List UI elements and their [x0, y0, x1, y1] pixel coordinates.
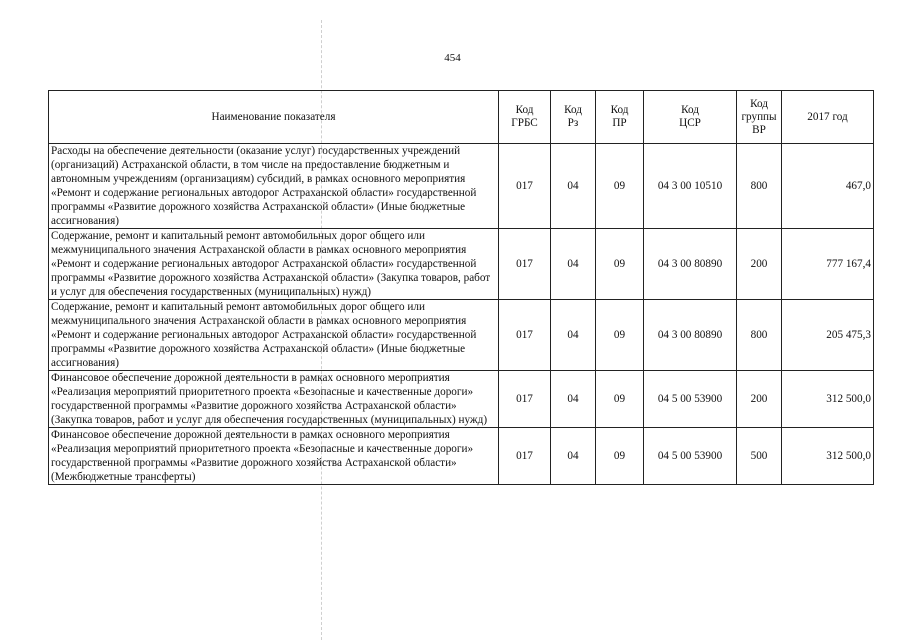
header-pr-line2: ПР	[612, 117, 627, 129]
budget-table	[48, 90, 874, 485]
row-grbs: 017	[499, 144, 551, 229]
table-row	[49, 144, 874, 229]
header-csr-line1: Код	[681, 104, 699, 116]
row-name: Финансовое обеспечение дорожной деятельности в рамках основного мероприятия «Реализация мероприятий приоритетного проекта «Безопасные и качественные дороги» государственной программы «Развитие дорожного хозяйства Астраханской области» (Межбюджетные трансферты)	[49, 428, 499, 485]
row-pr: 09	[596, 144, 644, 229]
header-csr-line2: ЦСР	[679, 117, 701, 129]
header-rz	[551, 91, 596, 144]
row-amount: 467,0	[782, 144, 874, 229]
row-vr: 800	[737, 144, 782, 229]
header-pr	[596, 91, 644, 144]
row-pr: 09	[596, 229, 644, 300]
header-vr-line3: ВР	[752, 123, 766, 136]
header-csr	[644, 91, 737, 144]
row-name: Содержание, ремонт и капитальный ремонт автомобильных дорог общего или межмуниципального значения Астраханской области в рамках основного мероприятия «Ремонт и содержание региональных автодорог Астраханской области» государственной программы «Развитие дорожного хозяйства Астраханской области» (Иные бюджетные ассигнования)	[49, 300, 499, 371]
row-rz: 04	[551, 428, 596, 485]
header-name	[49, 91, 499, 144]
row-csr: 04 5 00 53900	[644, 371, 737, 428]
row-name: Финансовое обеспечение дорожной деятельности в рамках основного мероприятия «Реализация мероприятий приоритетного проекта «Безопасные и качественные дороги» государственной программы «Развитие дорожного хозяйства Астраханской области» (Закупка товаров, работ и услуг для обеспечения государственных (муниципальных) нужд)	[49, 371, 499, 428]
header-vr-line1: Код	[750, 97, 768, 110]
header-vr-line2: группы	[741, 110, 777, 123]
table-header-row	[49, 91, 874, 144]
row-name: Расходы на обеспечение деятельности (оказание услуг) государственных учреждений (организаций) Астраханской области, в том числе на предоставление бюджетным и автономным учреждениям (организациям) субсидий, в рамках основного мероприятия «Ремонт и содержание региональных автодорог Астраханской области» государственной программы «Развитие дорожного хозяйства Астраханской области» (Иные бюджетные ассигнования)	[49, 144, 499, 229]
header-rz-line2: Рз	[567, 117, 579, 129]
row-amount: 312 500,0	[782, 371, 874, 428]
header-grbs	[499, 91, 551, 144]
row-name: Содержание, ремонт и капитальный ремонт автомобильных дорог общего или межмуниципального значения Астраханской области в рамках основного мероприятия «Ремонт и содержание региональных автодорог Астраханской области» государственной программы «Развитие дорожного хозяйства Астраханской области» (Закупка товаров, работ и услуг для обеспечения государственных (муниципальных) нужд)	[49, 229, 499, 300]
row-grbs: 017	[499, 371, 551, 428]
table-row	[49, 428, 874, 485]
row-rz: 04	[551, 371, 596, 428]
row-grbs: 017	[499, 428, 551, 485]
row-vr: 500	[737, 428, 782, 485]
header-name-label: Наименование показателя	[211, 110, 336, 123]
row-amount: 777 167,4	[782, 229, 874, 300]
row-rz: 04	[551, 229, 596, 300]
row-csr: 04 3 00 10510	[644, 144, 737, 229]
row-grbs: 017	[499, 229, 551, 300]
table-row	[49, 371, 874, 428]
header-vr	[737, 91, 782, 144]
page-number: 454	[444, 52, 461, 64]
header-grbs-line2: ГРБС	[511, 117, 538, 129]
row-vr: 200	[737, 371, 782, 428]
row-amount: 205 475,3	[782, 300, 874, 371]
row-csr: 04 3 00 80890	[644, 229, 737, 300]
header-pr-line1: Код	[610, 104, 629, 116]
header-rz-line1: Код	[564, 104, 582, 116]
row-pr: 09	[596, 428, 644, 485]
row-csr: 04 3 00 80890	[644, 300, 737, 371]
header-grbs-line1: Код	[515, 104, 534, 116]
row-csr: 04 5 00 53900	[644, 428, 737, 485]
row-rz: 04	[551, 144, 596, 229]
row-amount: 312 500,0	[782, 428, 874, 485]
row-pr: 09	[596, 371, 644, 428]
header-year-label: 2017 год	[807, 110, 848, 123]
row-pr: 09	[596, 300, 644, 371]
row-vr: 800	[737, 300, 782, 371]
row-grbs: 017	[499, 300, 551, 371]
row-rz: 04	[551, 300, 596, 371]
row-vr: 200	[737, 229, 782, 300]
table-row	[49, 229, 874, 300]
table-row	[49, 300, 874, 371]
header-year	[782, 91, 874, 144]
